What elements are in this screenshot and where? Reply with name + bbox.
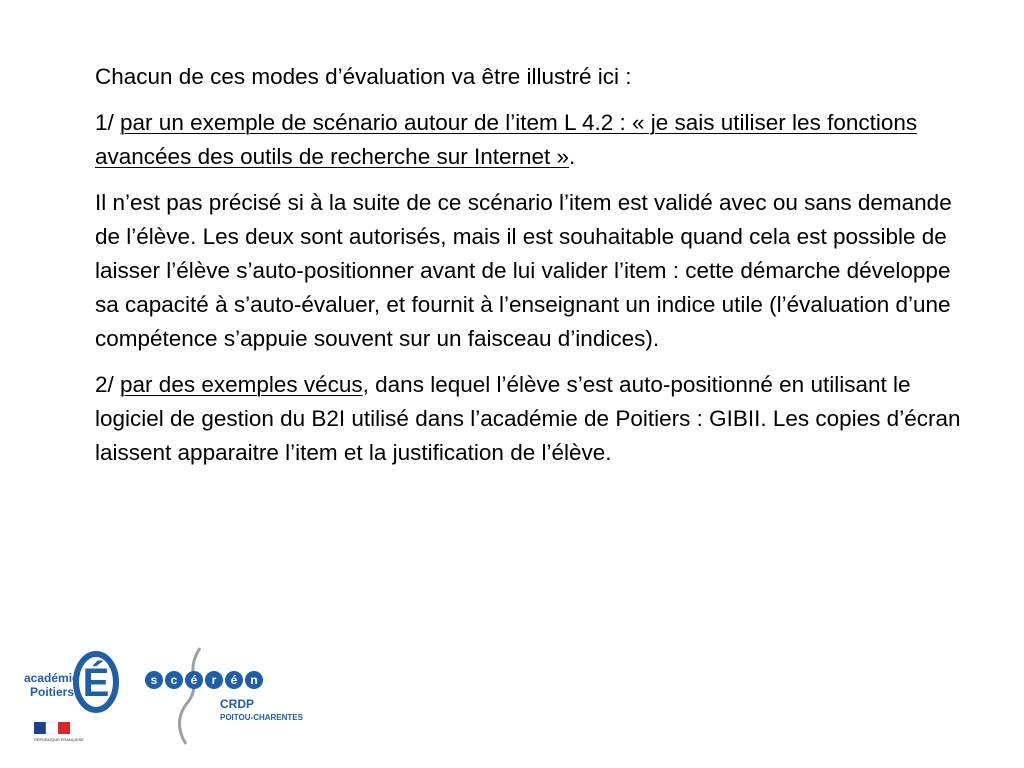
sceren-letter: n: [250, 673, 258, 687]
item-1-scenario-link[interactable]: par un exemple de scénario autour de l’item L 4.2 : « je sais utiliser les fonctions avancées des outils de recherche sur Internet »: [95, 110, 918, 169]
sceren-letter: s: [150, 673, 158, 687]
sceren-letter: é: [190, 673, 198, 687]
explanation-paragraph: Il n’est pas précisé si à la suite de ce scénario l’item est validé avec ou sans demande de l’élève. Les deux sont autorisés, mais il est souhaitable quand cela est possible de laisser l’élève s’auto-positionner avant de lui valider l’item : cette démarche développe sa capacité à s’auto-évaluer, et fournit à l’enseignant un indice utile (l’évaluation d’une compétence s’appuie souvent sur un faisceau d’indices).: [95, 190, 952, 351]
footer-logos: [0, 640, 340, 750]
sceren-swirl-icon: [180, 648, 201, 744]
item-2-text: , dans lequel l’élève s’est auto-positionné en utilisant le logiciel de gestion du B2I utilisé dans l’académie de Poitiers : GIBII. Les copies d’écran laissent apparaitre l’item et la justification de l’élève.: [95, 372, 961, 465]
academie-label: académie: [24, 671, 79, 685]
sceren-letter: r: [211, 673, 217, 687]
region-label: POITOU-CHARENTES: [220, 713, 303, 722]
item-2-paragraph: [95, 368, 975, 470]
french-flag-icon: [34, 722, 70, 734]
item-1-paragraph: [95, 106, 975, 174]
sceren-letter: é: [230, 673, 238, 687]
academie-letter: É: [82, 661, 110, 705]
academie-poitiers-logo: [22, 646, 120, 744]
intro-paragraph: Chacun de ces modes d’évaluation va être illustré ici :: [95, 64, 632, 89]
item-1-number: 1/: [95, 110, 121, 135]
slide-body: [95, 60, 975, 482]
poitiers-label: Poitiers: [30, 685, 75, 699]
item-2-number: 2/: [95, 372, 121, 397]
item-2-examples-link[interactable]: par des exemples vécus: [120, 372, 363, 397]
sceren-crdp-logo: [142, 644, 312, 748]
crdp-label: CRDP: [220, 697, 255, 711]
sceren-letter-circles: [145, 671, 263, 689]
item-1-end: .: [569, 144, 576, 169]
sceren-letter: c: [170, 673, 178, 687]
republique-label: RÉPUBLIQUE FRANÇAISE: [34, 737, 84, 742]
